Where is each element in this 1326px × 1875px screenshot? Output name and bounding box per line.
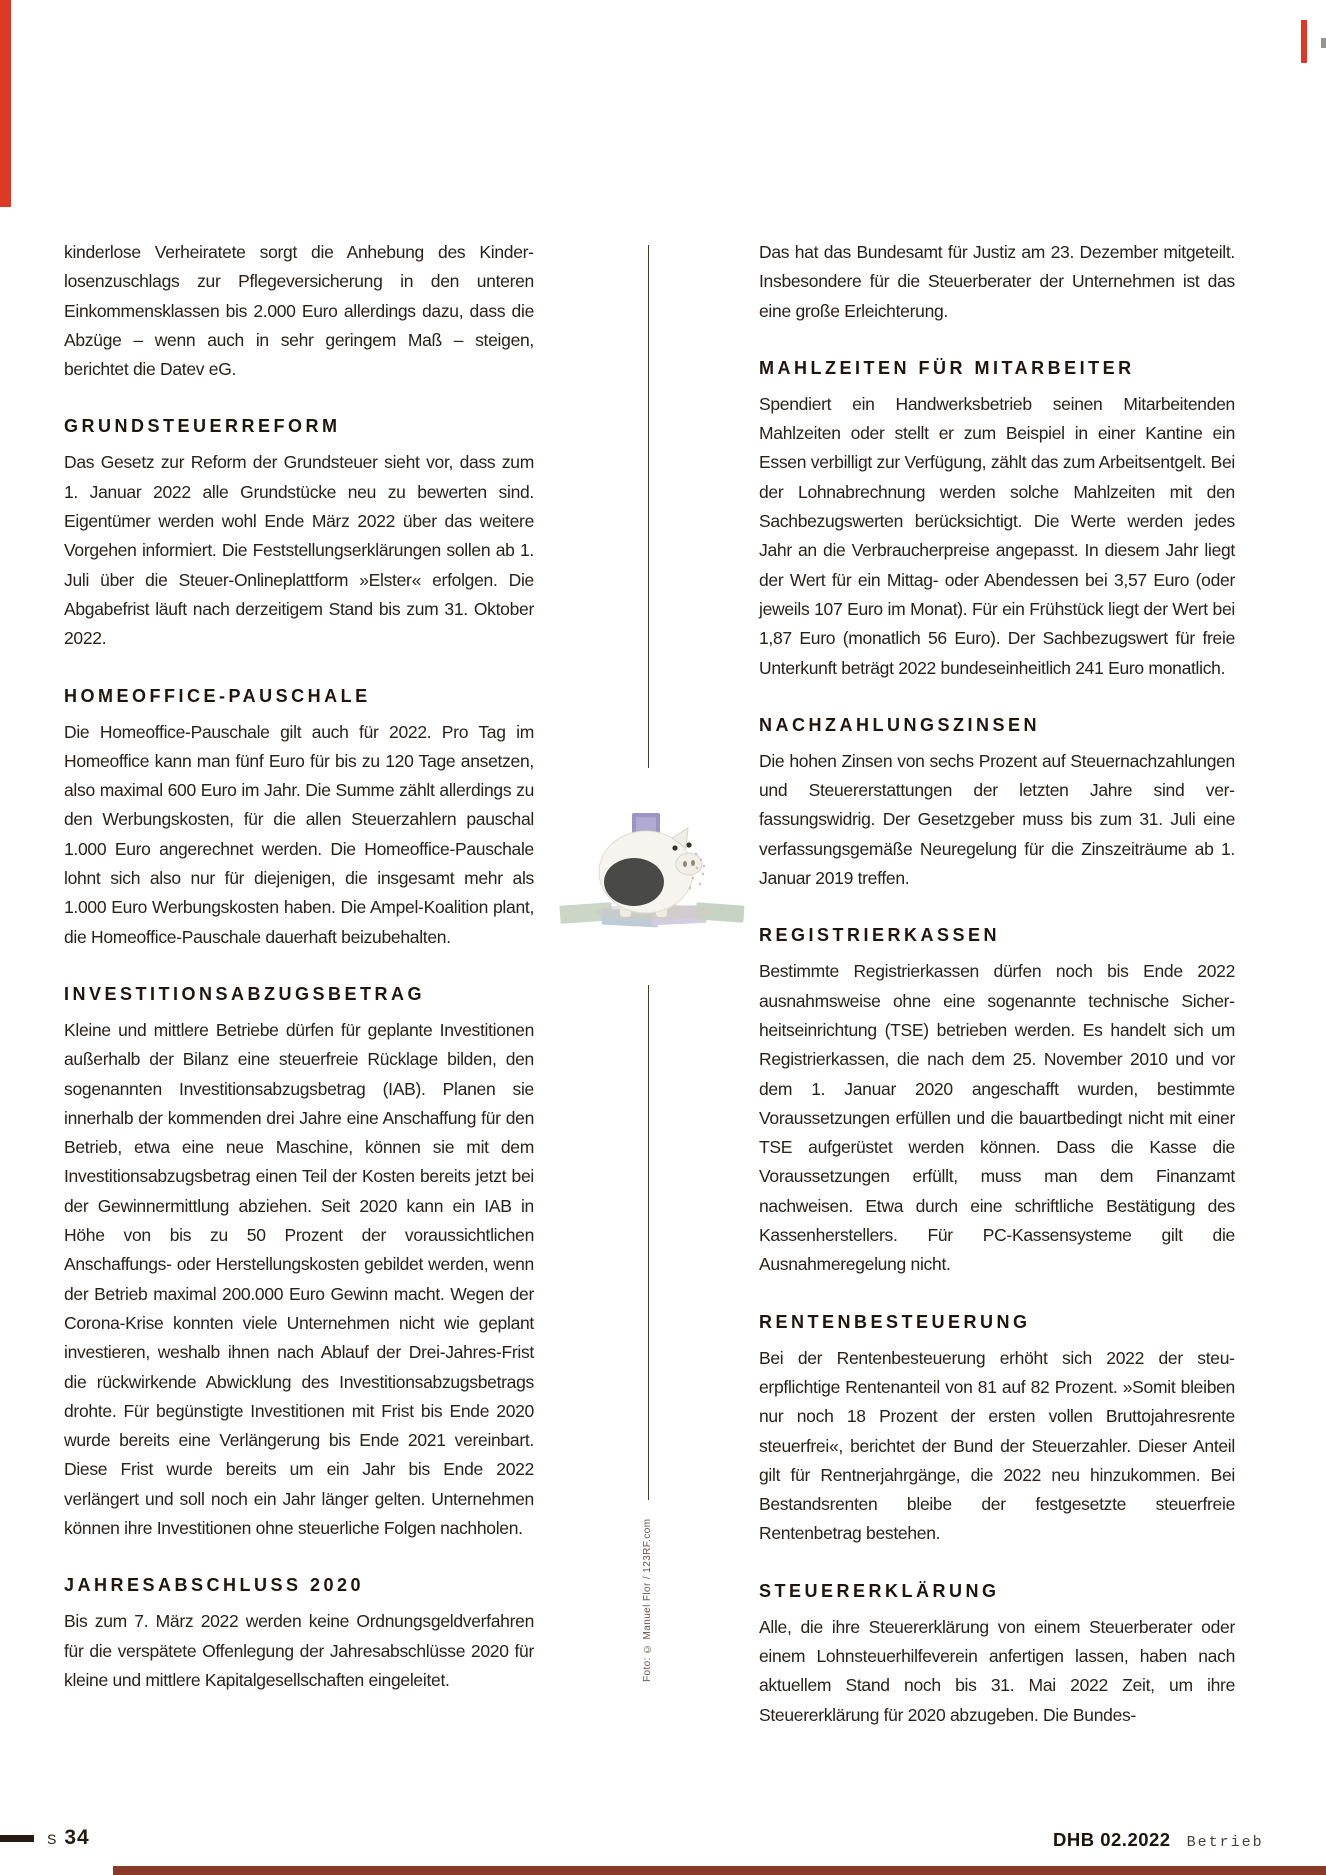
body-paragraph: kinderlose Verheiratete sorgt die Anhebung des Kinderlosenzuschlags zur Pflegeversicherung in den unteren Einkommensklassen bis 2.000 Euro allerdings dazu, dass die Abzüge – wenn auch in sehr geringem Maß – steigen, berichtet die Datev eG. [64, 242, 534, 380]
photo-credit: Foto: © Manuel Flor / 123RF.com [642, 1518, 653, 1682]
section-heading-rentenbesteuerung: RENTENBESTEUERUNG [759, 1311, 1031, 1332]
body-paragraph: Die hohen Zinsen von sechs Prozent auf Steuernachzahlungen und Steuererstattungen der letzten Jahre sind verfassungswidrig. Der Gesetzgeber muss bis zum 31. Juli eine verfassungsgemäße Neuregelung für die Zinszeiträume ab 1. Januar 2019 treffen. [759, 750, 1235, 889]
body-paragraph: Das Gesetz zur Reform der Grundsteuer sieht vor, dass zum 1. Januar 2022 alle Grundstücke neu zu bewerten sind. Eigentümer werden wohl Ende März 2022 über das weitere Vorgehen informiert. Die Feststellungserklärungen sollen ab 1. Juli über die Steuer-Onlineplattform »Elster« erfolgen. Die Abgabefrist läuft nach derzeitigem Stand bis zum 31. Oktober 2022. [64, 452, 534, 649]
section-heading-registrierkassen: REGISTRIERKASSEN [759, 925, 1001, 946]
body-paragraph: Alle, die ihre Steuererklärung von einem Steuerberater oder einem Lohnsteuerhilfeverein anfertigen lassen, haben nach aktuellem Stand noch bis 31. Mai 2022 Zeit, um ihre Steuererklärung für 2020 abzugeben. Die Bundes- [759, 1616, 1235, 1725]
section-heading-grundsteuerreform: GRUNDSTEUERREFORM [64, 416, 341, 437]
column-divider-top [648, 245, 649, 768]
footer-bottom-bar [113, 1866, 1326, 1875]
left-column [64, 238, 534, 1695]
section-heading-homeoffice-pauschale: HOMEOFFICE-PAUSCHALE [64, 685, 371, 706]
section-heading-nachzahlungszinsen: NACHZAHLUNGSZINSEN [759, 714, 1040, 735]
body-paragraph: Die Homeoffice-Pauschale gilt auch für 2022. Pro Tag im Homeoffice kann man fünf Euro für bis zu 120 Tage ansetzen, also maximal 600 Euro im Jahr. Die Summe zählt allerdings zu den Werbungskosten, für die allen Steuerzahlern pauschal 1.000 Euro angerechnet werden. Die Homeoffice-Pauschale lohnt sich also nur für diejenigen, die insgesamt mehr als 1.000 Euro Werbungskosten haben. Die Ampel-Koalition plant, die Homeoffice-Pauschale dauerhaft beizubehalten. [64, 721, 534, 947]
page-prefix: S [47, 1831, 58, 1847]
red-edge-bar [0, 0, 11, 207]
piggy-bank-photo [556, 800, 748, 934]
page-number [47, 1826, 90, 1850]
column-divider-bottom [648, 985, 649, 1500]
section-heading-mahlzeiten: MAHLZEITEN FÜR MITARBEITER [759, 357, 1135, 378]
footer-issue-info [1053, 1829, 1264, 1851]
red-corner-mark [1301, 20, 1307, 63]
body-paragraph: Das hat das Bundesamt für Justiz am 23. Dezember mitgeteilt. Insbesondere für die Steuerberater der Unternehmen ist das eine große Erleichterung. [759, 242, 1235, 321]
magazine-issue: DHB 02.2022 [1053, 1829, 1171, 1850]
section-heading-jahresabschluss-2020: JAHRESABSCHLUSS 2020 [64, 1575, 365, 1596]
section-heading-investitionsabzugsbetrag: INVESTITIONSABZUGSBETRAG [64, 983, 426, 1004]
body-paragraph: Bis zum 7. März 2022 werden keine Ordnungsgeldverfahren für die verspätete Offenlegung der Jahresabschlüsse 2020 für kleine und mittlere Kapitalgesellschaften eingeleitet. [64, 1611, 534, 1690]
page-edge-mark [1321, 38, 1326, 48]
magazine-section: Betrieb [1186, 1834, 1264, 1851]
body-paragraph: Kleine und mittlere Betriebe dürfen für geplante Investitionen außerhalb der Bilanz eine steuerfreie Rücklage bilden, den sogenannten Investitionsabzugsbetrag (IAB). Planen sie innerhalb der kommenden drei Jahre eine Anschaffung für den Betrieb, etwa eine neue Maschine, können sie mit dem Investitionsabzugsbetrag einen Teil der Kosten bereits jetzt bei der Gewinnermittlung abziehen. Seit 2020 kann ein IAB in Höhe von bis zu 50 Prozent der voraussichtlichen Anschaffungs- oder Herstellungskosten gebildet werden, wenn der Betrieb maximal 200.000 Euro Gewinn macht. Wegen der Corona-Krise konnten viele Unternehmen nicht wie geplant investieren, weshalb ihnen nach Ablauf der Drei-Jahres-Frist die rückwirkende Abwicklung des Investitionsabzugsbetrags drohte. Für begünstigte Investitionen mit Frist bis Ende 2020 wurde bereits eine Verlängerung bis Ende 2021 vereinbart. Diese Frist wurde bereits um ein Jahr bis Ende 2022 verlängert und soll noch ein Jahr länger gelten. Unternehmen können ihre Investitionen ohne steuerliche Folgen nachholen. [64, 1019, 534, 1538]
body-paragraph: Bestimmte Registrierkassen dürfen noch bis Ende 2022 ausnahmsweise ohne eine sogenannte technische Sicherheitseinrichtung (TSE) betrieben werden. Es handelt sich um Registrierkassen, die nach dem 25. November 2010 und vor dem 1. Januar 2020 angeschafft wurden, bestimmte Voraussetzungen erfüllen und die bauartbedingt nicht mit einer TSE aufgerüstet werden können. Dass die Kasse die Voraussetzungen erfüllt, muss man dem Finanzamt nachweisen. Etwa durch eine schriftliche Bestätigung des Kassenherstellers. Für PC-Kassensysteme gilt die Ausnahmeregelung nicht. [759, 961, 1235, 1275]
body-paragraph: Bei der Rentenbesteuerung erhöht sich 2022 der steuerpflichtige Rentenanteil von 81 auf 82 Prozent. »Somit bleiben nur noch 18 Prozent der ersten vollen Bruttojahresrente steuerfrei«, berichtet der Bund der Steuerzahler. Dieser Anteil gilt für Rentnerjahrgänge, die 2022 neu hinzukommen. Bei Bestandsrenten bleibe der festgesetzte steuerfreie Rentenbetrag bestehen. [759, 1347, 1235, 1544]
right-column [759, 238, 1235, 1730]
footer-dash [0, 1835, 34, 1842]
page-number-value: 34 [64, 1826, 90, 1849]
body-paragraph: Spendiert ein Handwerksbetrieb seinen Mitarbeitenden Mahlzeiten oder stellt er zum Beispiel in einer Kantine ein Essen verbilligt zur Verfügung, zählt das zum Arbeitsentgelt. Bei der Lohnabrechnung werden solche Mahlzeiten mit den Sachbezugswerten berücksichtigt. Die Werte werden jedes Jahr an die Verbraucherpreise angepasst. In diesem Jahr liegt der Wert für ein Mittag- oder Abendessen bei 3,57 Euro (oder jeweils 107 Euro im Monat). Für ein Frühstück liegt der Wert bei 1,87 Euro (monatlich 56 Euro). Der Sachbezugswert für freie Unterkunft beträgt 2022 bundeseinheitlich 241 Euro monatlich. [759, 393, 1235, 678]
section-heading-steuererklaerung: STEUERERKLÄRUNG [759, 1580, 1000, 1601]
